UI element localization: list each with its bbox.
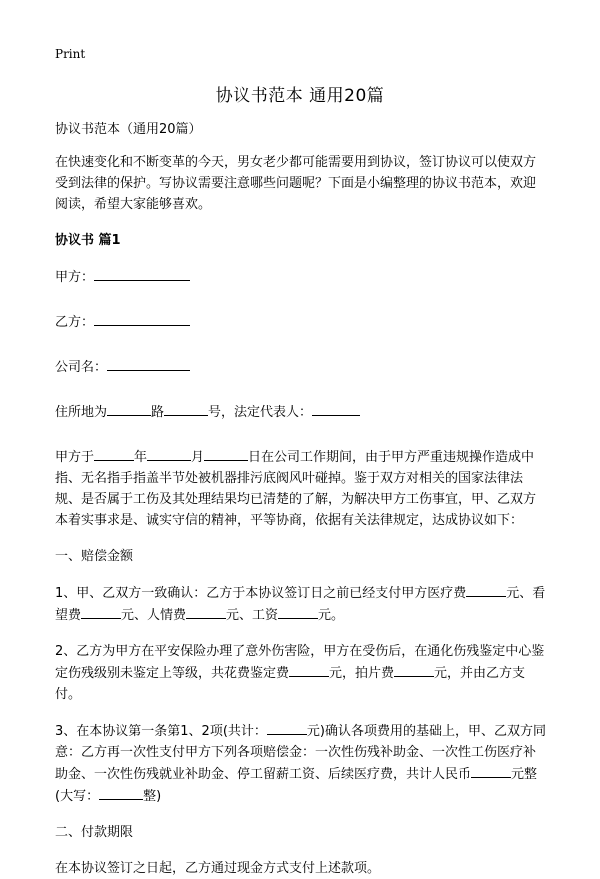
item1-yuan3: 元、工资 xyxy=(226,608,279,623)
month-blank xyxy=(147,446,191,461)
visit-fee-blank xyxy=(81,604,121,619)
address-blank-1 xyxy=(107,401,151,416)
company-label: 公司名： xyxy=(55,360,108,375)
item3-text-b: 元)确认各项费用的基础上，甲、乙双方同意：乙方再一次性支付甲方下列各项赔偿金：一次性伤残补助金、一次性工伤医疗补助金、一次性伤残就业补助金、停工留薪工资、后续医疗费，共计人民币 xyxy=(55,724,546,782)
party-a-blank xyxy=(94,266,190,281)
party-b-label: 乙方： xyxy=(55,315,95,330)
item3-text-d: 整) xyxy=(143,789,162,804)
document-body xyxy=(55,119,547,879)
item1-yuan2: 元、人情费 xyxy=(121,608,187,623)
medical-fee-blank xyxy=(466,582,506,597)
item1-text: 1、甲、乙双方一致确认：乙方于本协议签订日之前已经支付甲方医疗费 xyxy=(55,586,467,601)
total-blank xyxy=(267,720,307,735)
print-link[interactable]: Print xyxy=(55,47,86,61)
representative-blank xyxy=(312,401,360,416)
item1-yuan4: 元。 xyxy=(318,608,345,623)
address-number: 号，法定代表人： xyxy=(208,405,313,420)
party-a-label: 甲方： xyxy=(55,270,95,285)
party-b-blank xyxy=(94,311,190,326)
item2-yuan1: 元，拍片费 xyxy=(329,666,395,681)
rmb-amount-blank xyxy=(471,763,511,778)
para1-prefix: 甲方于 xyxy=(55,450,95,465)
party-b-line xyxy=(55,311,547,333)
address-blank-2 xyxy=(164,401,208,416)
item-4: 在本协议签订之日起，乙方通过现金方式支付上述款项。 xyxy=(55,861,381,876)
para1-month: 月 xyxy=(191,450,205,465)
wage-blank xyxy=(278,604,318,619)
item2-text: 2、乙方为甲方在平安保险办理了意外伤害险，甲方在受伤后，在通化伤残鉴定中心鉴定伤残级别未鉴定上等级，共花费鉴定费 xyxy=(55,644,545,681)
appraisal-fee-blank xyxy=(289,662,329,677)
para1-rest: 日在公司工作期间，由于甲方严重违规操作造成中指、无名指手指盖半节处被机器排污底阀风叶碰掉。鉴于双方对相关的国家法律法规、是否属于工伤及其处理结果均已清楚的了解，为解决甲方工伤事宜，甲、乙双方本着实事求是、诚实守信的精神，平等协商，依据有关法律规定，达成协议如下： xyxy=(55,450,537,528)
address-line xyxy=(55,401,547,423)
address-road: 路 xyxy=(151,405,165,420)
item-3 xyxy=(55,720,547,807)
item-2 xyxy=(55,641,547,705)
item3-text-a: 3、在本协议第一条第1、2项(共计： xyxy=(55,724,267,739)
company-blank xyxy=(107,356,190,371)
year-blank xyxy=(94,446,134,461)
party-a-line xyxy=(55,266,547,288)
gift-fee-blank xyxy=(186,604,226,619)
company-line xyxy=(55,356,547,378)
heading-compensation: 一、赔偿金额 xyxy=(55,549,134,564)
para1-year: 年 xyxy=(134,450,148,465)
item-1 xyxy=(55,582,547,626)
document-subtitle: 协议书范本（通用20篇） xyxy=(55,122,202,137)
document-title: 协议书范本 通用20篇 xyxy=(215,86,385,106)
rmb-words-blank xyxy=(99,785,143,800)
intro-paragraph: 在快速变化和不断变革的今天，男女老少都可能需要用到协议，签订协议可以使双方受到法律的保护。写协议需要注意哪些问题呢？下面是小编整理的协议书范本，欢迎阅读，希望大家能够喜欢。 xyxy=(55,155,537,212)
item3-text-c: 元整(大写： xyxy=(55,767,538,804)
heading-payment: 二、付款期限 xyxy=(55,825,134,840)
address-prefix: 住所地为 xyxy=(55,405,108,420)
item2-yuan2: 元，并由乙方支付。 xyxy=(55,666,526,702)
xray-fee-blank xyxy=(394,662,434,677)
day-blank xyxy=(204,446,248,461)
item1-yuan1: 元、看望费 xyxy=(55,586,546,623)
section-heading: 协议书 篇1 xyxy=(55,233,121,248)
paragraph-1 xyxy=(55,446,547,531)
